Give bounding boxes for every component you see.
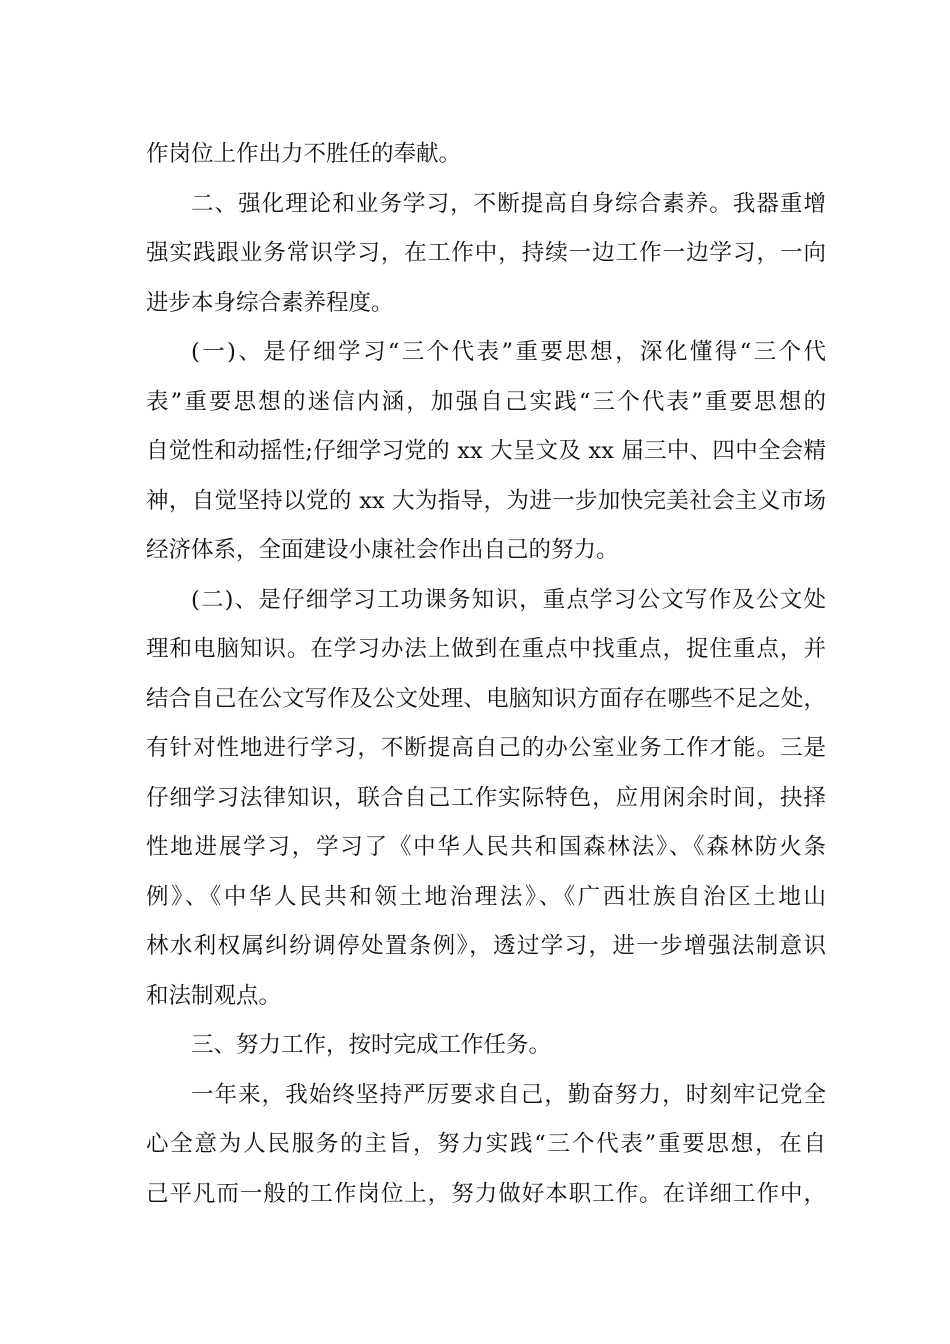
text-line-8: 神，自觉坚持以党的 xx 大为指导，为进一步加快完美社会主义市场 [146, 487, 826, 514]
text-line-22: 己平凡而一般的工作岗位上，努力做好本职工作。在详细工作中， [146, 1180, 826, 1207]
text-line-14: 仔细学习法律知识，联合自己工作实际特色，应用闲余时间，抉择 [146, 784, 826, 811]
text-line-2: 二、强化理论和业务学习，不断提高自身综合素养。我器重增 [191, 190, 826, 217]
text-line-1: 作岗位上作出力不胜任的奉献。 [146, 141, 462, 167]
text-line-3: 强实践跟业务常识学习，在工作中，持续一边工作一边学习，一向 [146, 240, 826, 266]
text-line-5: (一)、是仔细学习“三个代表”重要思想，深化懂得“三个代 [191, 339, 826, 365]
text-line-15: 性地进展学习，学习了《中华人民共和国森林法》、《森林防火条 [146, 834, 826, 860]
text-line-13: 有针对性地进行学习，不断提高自己的办公室业务工作才能。三是 [146, 735, 826, 761]
text-line-21: 心全意为人民服务的主旨，努力实践“三个代表”重要思想，在自 [146, 1131, 826, 1157]
text-line-19: 三、努力工作，按时完成工作任务。 [191, 1032, 552, 1058]
text-line-20: 一年来，我始终坚持严厉要求自己，勤奋努力，时刻牢记党全 [191, 1081, 826, 1108]
text-line-10: (二)、是仔细学习工功课务知识，重点学习公文写作及公文处 [191, 586, 826, 613]
text-line-17: 林水利权属纠纷调停处置条例》，透过学习，进一步增强法制意识 [146, 933, 826, 959]
text-line-16: 例》、《中华人民共和领土地治理法》、《广西壮族自治区土地山 [146, 883, 826, 910]
text-line-18: 和法制观点。 [146, 982, 282, 1009]
document-body [146, 130, 826, 1219]
text-line-12: 结合自己在公文写作及公文处理、电脑知识方面存在哪些不足之处， [146, 685, 826, 712]
text-line-9: 经济体系，全面建设小康社会作出自己的努力。 [146, 537, 619, 563]
text-line-11: 理和电脑知识。在学习办法上做到在重点中找重点，捉住重点，并 [146, 636, 826, 662]
text-line-7: 自觉性和动摇性;仔细学习党的 xx 大呈文及 xx 届三中、四中全会精 [146, 438, 826, 464]
text-line-6: 表”重要思想的迷信内涵，加强自己实践“三个代表”重要思想的 [146, 388, 826, 415]
text-line-4: 进步本身综合素养程度。 [146, 289, 394, 316]
